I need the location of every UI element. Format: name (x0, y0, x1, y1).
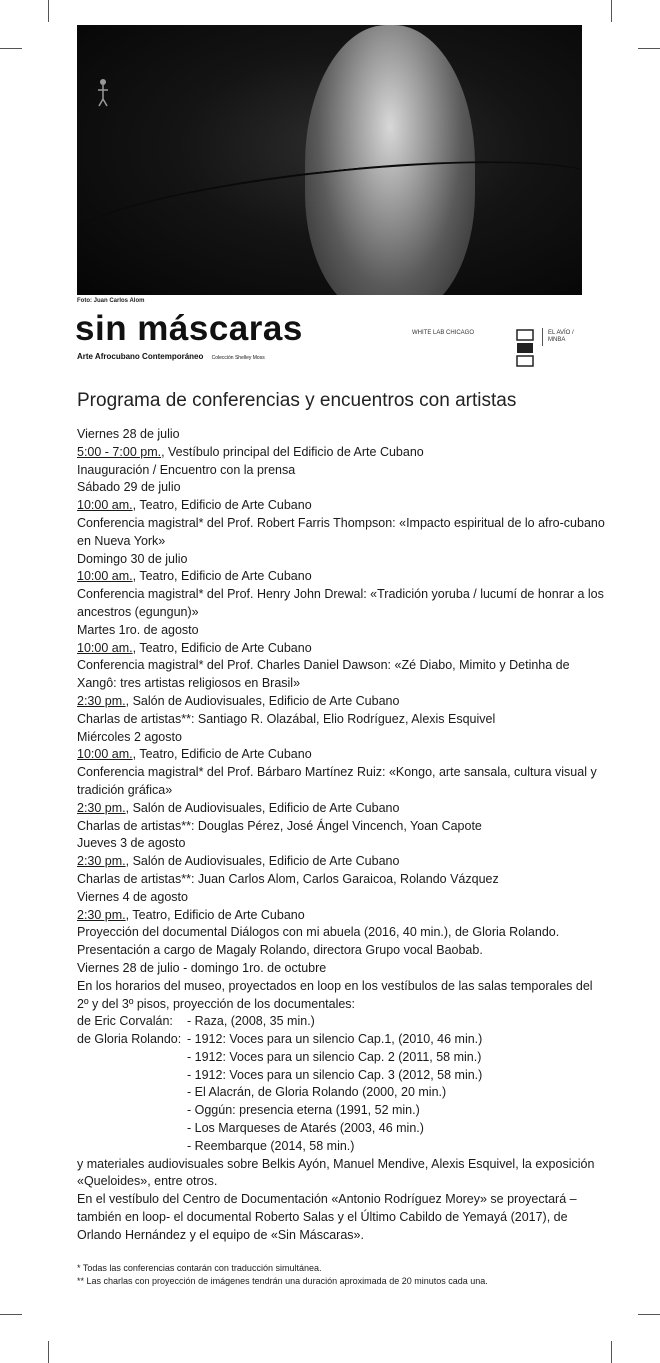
event-place: , Teatro, Edificio de Arte Cubano (132, 569, 312, 584)
documentary-title: - 1912: Voces para un silencio Cap. 2 (2011, 58 min.) (187, 1049, 482, 1064)
day-date: Martes 1ro. de agosto (77, 622, 199, 637)
documentary-row (77, 1084, 607, 1102)
day-date: Miércoles 2 agosto (77, 729, 182, 744)
crop-mark (638, 48, 660, 49)
day-date: Viernes 4 de agosto (77, 889, 188, 904)
program-list (77, 426, 607, 1245)
event-time-place (77, 568, 607, 586)
documentary-row (77, 1013, 607, 1031)
documentary-title: - 1912: Voces para un silencio Cap.1, (2010, 46 min.) (187, 1032, 483, 1047)
event-place: , Teatro, Edificio de Arte Cubano (125, 907, 305, 922)
event-place: , Teatro, Edificio de Arte Cubano (132, 640, 312, 655)
footnotes (77, 1262, 488, 1288)
event-time: 2:30 pm. (77, 693, 126, 708)
exhibition-subtitle (77, 352, 265, 361)
collection-text: Colección Shelley Moss (211, 355, 265, 361)
documentary-director (77, 1138, 187, 1156)
crop-mark (638, 1314, 660, 1315)
documentary-title: - El Alacrán, de Gloria Rolando (2000, 20 min.) (187, 1085, 447, 1100)
event-place: , Vestíbulo principal del Edificio de Arte Cubano (161, 444, 424, 459)
crop-mark (611, 1341, 612, 1363)
documentary-director (77, 1084, 187, 1102)
event-place: , Salón de Audiovisuales, Edificio de Arte Cubano (125, 854, 400, 869)
event-desc: Charlas de artistas**: Santiago R. Olazábal, Elio Rodríguez, Alexis Esquivel (77, 711, 496, 726)
event-time: 10:00 am. (77, 498, 133, 513)
crop-mark (611, 0, 612, 22)
documentary-title: - Reembarque (2014, 58 min.) (187, 1138, 355, 1153)
crop-mark (0, 1314, 22, 1315)
documentary-title: - Los Marqueses de Atarés (2003, 46 min.) (187, 1121, 424, 1136)
partner-logo-1: WHITE LAB CHICAGO (412, 330, 475, 336)
event-time-place (77, 746, 607, 764)
documentary-row (77, 1102, 607, 1120)
event-time-place (77, 800, 607, 818)
event-time: 5:00 - 7:00 pm. (77, 444, 162, 459)
event-time: 10:00 am. (77, 747, 133, 762)
event-time-place (77, 907, 607, 925)
event-time: 2:30 pm. (77, 800, 126, 815)
event-time: 10:00 am. (77, 569, 133, 584)
event-time: 10:00 am. (77, 640, 133, 655)
event-desc: Conferencia magistral* del Prof. Bárbaro Martínez Ruiz: «Kongo, arte sansala, cultura visual y tradición gráfica» (77, 765, 597, 797)
documentary-title: - Raza, (2008, 35 min.) (187, 1014, 315, 1029)
documentary-director (77, 1067, 187, 1085)
event-time: 2:30 pm. (77, 854, 126, 869)
event-desc: Proyección del documental Diálogos con mi abuela (2016, 40 min.), de Gloria Rolando. Presentación a cargo de Magaly Rolando, directora Grupo vocal Baobab. (77, 925, 560, 958)
documentary-row (77, 1049, 607, 1067)
event-time-place (77, 444, 607, 462)
screening-date: Viernes 28 de julio - domingo 1ro. de octubre (77, 960, 327, 975)
day-date: Jueves 3 de agosto (77, 836, 186, 851)
footnote-2: ** Las charlas con proyección de imágenes tendrán una duración aproximada de 20 minutos cada una. (77, 1276, 488, 1286)
crop-mark (48, 1341, 49, 1363)
event-time-place (77, 497, 607, 515)
day-date: Domingo 30 de julio (77, 551, 188, 566)
documentary-director (77, 1120, 187, 1138)
event-desc: Conferencia magistral* del Prof. Robert Farris Thompson: «Impacto espiritual de lo afro-cubano en Nueva York» (77, 515, 605, 548)
event-desc: Conferencia magistral* del Prof. Charles Daniel Dawson: «Zé Diabo, Mimito y Detinha de Xangô: tres artistas religiosos en Brasil» (77, 658, 570, 691)
screening-intro: En los horarios del museo, proyectados en loop en los vestíbulos de las salas temporales del 2º y del 3º pisos, proyección de los documentales: (77, 978, 593, 1011)
documentary-row (77, 1138, 607, 1156)
photo-credit: Foto: Juan Carlos Alom (77, 298, 145, 304)
event-desc: Conferencia magistral* del Prof. Henry John Drewal: «Tradición yoruba / lucumí de honrar a los ancestros (egungun)» (77, 587, 604, 619)
documentary-row (77, 1031, 607, 1049)
documentary-director: de Eric Corvalán: (77, 1014, 173, 1029)
event-time-place (77, 693, 607, 711)
event-time-place (77, 640, 607, 658)
partner-logo-2: EL AVÍO / MNBA (548, 330, 574, 343)
screening-materials: y materiales audiovisuales sobre Belkis Ayón, Manuel Mendive, Alexis Esquivel, la exposición «Queloides», entre otros. (77, 1156, 595, 1189)
event-desc: Charlas de artistas**: Douglas Pérez, José Ángel Vincench, Yoan Capote (77, 818, 482, 833)
documentary-director: de Gloria Rolando: (77, 1032, 182, 1047)
event-place: , Salón de Audiovisuales, Edificio de Arte Cubano (125, 693, 400, 708)
event-place: , Teatro, Edificio de Arte Cubano (132, 498, 312, 513)
figure-icon (95, 77, 111, 107)
event-place: , Teatro, Edificio de Arte Cubano (132, 747, 312, 762)
logo-separator (542, 328, 543, 346)
program-heading: Programa de conferencias y encuentros con artistas (77, 390, 517, 411)
documentary-title: - Oggún: presencia eterna (1991, 52 min.) (187, 1103, 420, 1118)
footnote-1: * Todas las conferencias contarán con traducción simultánea. (77, 1263, 322, 1273)
mnba-logo-icon (514, 328, 536, 370)
day-date: Sábado 29 de julio (77, 480, 181, 495)
documentary-director (77, 1102, 187, 1120)
event-time: 2:30 pm. (77, 907, 126, 922)
event-time-place (77, 853, 607, 871)
documentary-row (77, 1120, 607, 1138)
hero-photo (77, 25, 582, 295)
subtitle-text: Arte Afrocubano Contemporáneo (77, 352, 204, 361)
crop-mark (48, 0, 49, 22)
documentary-title: - 1912: Voces para un silencio Cap. 3 (2012, 58 min.) (187, 1067, 483, 1082)
crop-mark (0, 48, 22, 49)
event-desc: Inauguración / Encuentro con la prensa (77, 462, 296, 477)
documentary-director (77, 1049, 187, 1067)
screening-cendoc: En el vestíbulo del Centro de Documentación «Antonio Rodríguez Morey» se proyectará –también en loop- el documental Roberto Salas y el Último Cabildo de Yemayá (2017), de Orlando Hernández y el equipo de «Sin Máscaras». (77, 1192, 577, 1242)
documentary-row (77, 1067, 607, 1085)
event-place: , Salón de Audiovisuales, Edificio de Arte Cubano (125, 800, 400, 815)
exhibition-title: sin máscaras (75, 309, 303, 348)
day-date: Viernes 28 de julio (77, 427, 180, 441)
portrait-head (305, 25, 475, 295)
event-desc: Charlas de artistas**: Juan Carlos Alom, Carlos Garaicoa, Rolando Vázquez (77, 871, 499, 886)
